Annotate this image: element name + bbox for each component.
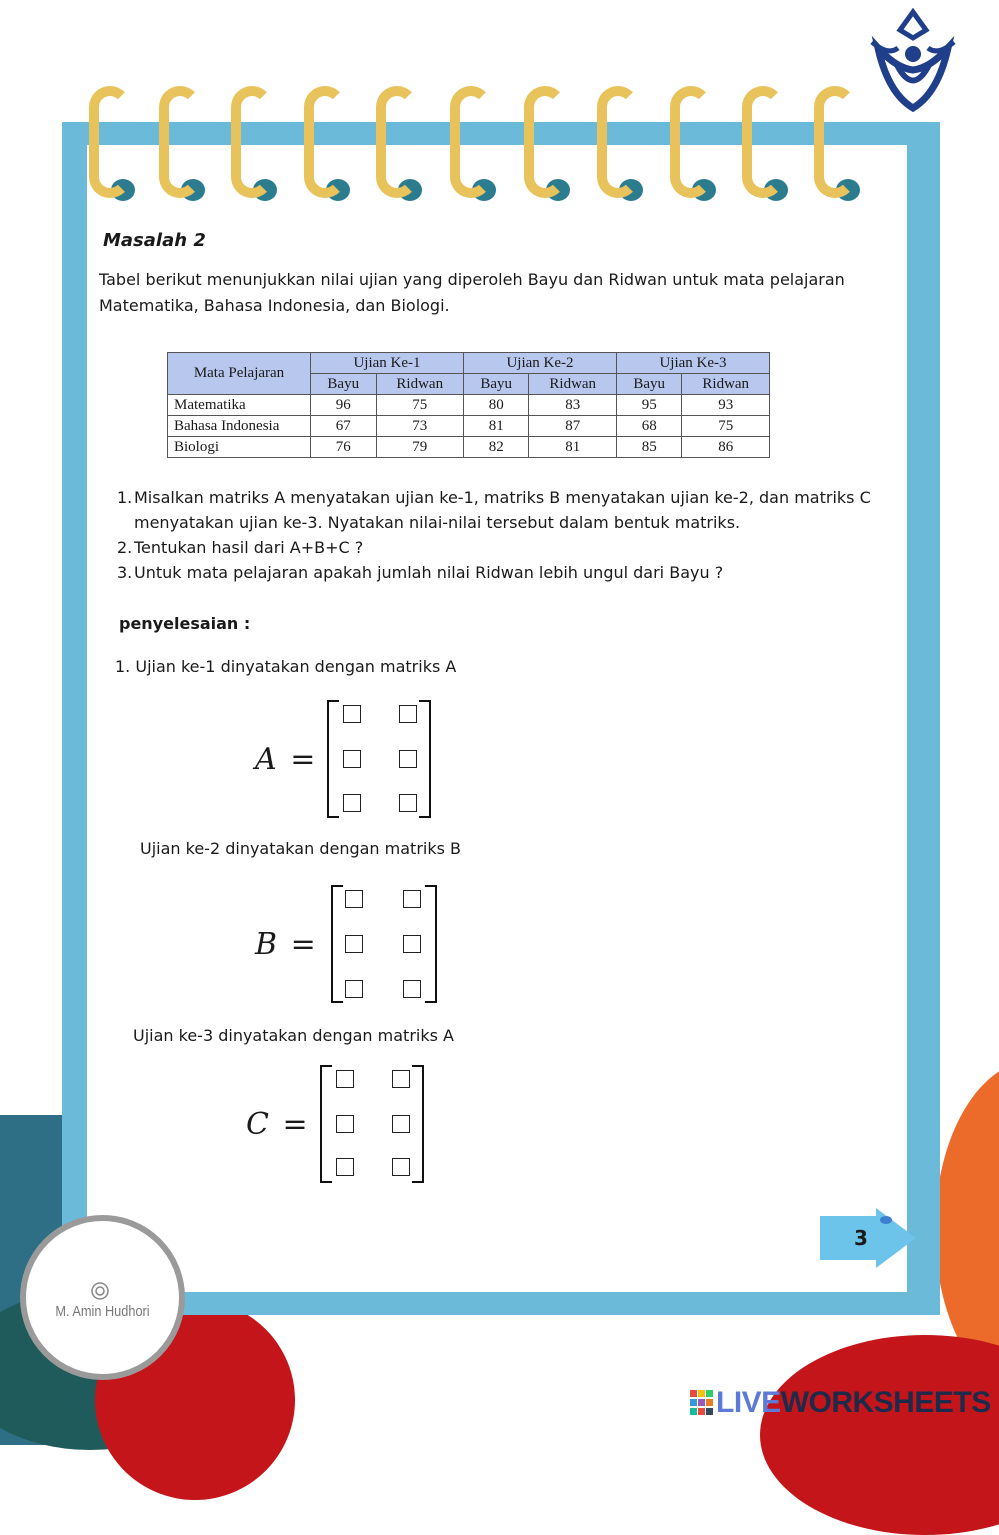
matrix-c-input[interactable] [336, 1158, 354, 1176]
table-cell: 82 [463, 437, 529, 458]
table-cell-subject: Biologi [168, 437, 311, 458]
spiral-ring-icon [155, 80, 215, 215]
ring-loop [597, 86, 639, 198]
question-number: 3. [117, 563, 133, 582]
question-list [117, 485, 917, 585]
table-cell: 67 [311, 416, 377, 437]
matrix-b [255, 885, 555, 1015]
table-cell: 95 [616, 395, 682, 416]
spiral-ring-icon [520, 80, 580, 215]
ring-loop [89, 86, 131, 198]
matrix-b-input[interactable] [403, 980, 421, 998]
question-text: Tentukan hasil dari A+B+C ? [134, 538, 364, 557]
matrix-a-input[interactable] [343, 750, 361, 768]
matrix-c-input[interactable] [336, 1115, 354, 1133]
question-item [117, 485, 917, 535]
matrix-bracket-left [320, 1065, 332, 1183]
table-cell: 83 [529, 395, 616, 416]
table-cell: 76 [311, 437, 377, 458]
matrix-a-input[interactable] [343, 794, 361, 812]
table-cell: 87 [529, 416, 616, 437]
matrix-bracket-right [425, 885, 437, 1003]
matrix-bracket-left [331, 885, 343, 1003]
table-cell: 96 [311, 395, 377, 416]
ring-loop [742, 86, 784, 198]
problem-intro: Tabel berikut menunjukkan nilai ujian yang diperoleh Bayu dan Ridwan untuk mata pelajaran Matematika, Bahasa Indonesia, dan Biologi. [99, 270, 845, 315]
matrix-b-input[interactable] [345, 980, 363, 998]
question-item [117, 560, 917, 585]
solution-heading: penyelesaian : [119, 614, 251, 633]
table-header-student: Ridwan [529, 374, 616, 395]
matrix-b-input[interactable] [403, 890, 421, 908]
matrix-a-label: A = [255, 742, 316, 777]
matrix-a-input[interactable] [399, 705, 417, 723]
scores-table [167, 352, 770, 458]
question-number: 2. [117, 538, 133, 557]
table-header-exam-1: Ujian Ke-1 [311, 353, 464, 374]
solution-line-c: Ujian ke-3 dinyatakan dengan matriks A [133, 1026, 454, 1045]
matrix-b-input[interactable] [345, 890, 363, 908]
table-header-student: Ridwan [376, 374, 463, 395]
table-cell: 81 [463, 416, 529, 437]
matrix-a [255, 700, 555, 830]
solution-line-a: 1. Ujian ke-1 dinyatakan dengan matriks A [115, 657, 457, 676]
table-cell: 68 [616, 416, 682, 437]
matrix-c-label: C = [246, 1107, 308, 1142]
stamp-emblem-icon [90, 1281, 110, 1301]
ring-loop [524, 86, 566, 198]
spiral-ring-icon [446, 80, 506, 215]
table-header-exam-2: Ujian Ke-2 [463, 353, 616, 374]
table-cell-subject: Bahasa Indonesia [168, 416, 311, 437]
table-row [168, 437, 770, 458]
table-row [168, 395, 770, 416]
table-cell: 93 [682, 395, 770, 416]
ring-loop [814, 86, 856, 198]
spiral-ring-icon [300, 80, 360, 215]
table-cell: 75 [376, 395, 463, 416]
question-number: 1. [117, 488, 133, 507]
matrix-c-input[interactable] [336, 1070, 354, 1088]
table-cell: 81 [529, 437, 616, 458]
ring-loop [231, 86, 273, 198]
ring-loop [376, 86, 418, 198]
page-number: 3 [854, 1226, 868, 1250]
decor-red-circle-right [760, 1335, 999, 1535]
spiral-ring-icon [738, 80, 798, 215]
spiral-ring-icon [810, 80, 870, 215]
table-cell: 85 [616, 437, 682, 458]
spiral-ring-icon [85, 80, 145, 215]
question-item [117, 535, 917, 560]
table-cell: 79 [376, 437, 463, 458]
ring-loop [159, 86, 201, 198]
question-text: Misalkan matriks A menyatakan ujian ke-1, matriks B menyatakan ujian ke-2, dan matriks C menyatakan ujian ke-3. Nyatakan nilai-nilai tersebut dalam bentuk matriks. [134, 488, 871, 532]
ring-loop [670, 86, 712, 198]
matrix-b-input[interactable] [403, 935, 421, 953]
watermark: LIVEWORKSHEETS [716, 1386, 991, 1419]
table-header-student: Bayu [463, 374, 529, 395]
solution-line-b: Ujian ke-2 dinyatakan dengan matriks B [140, 839, 461, 858]
table-cell: 80 [463, 395, 529, 416]
institution-logo-icon [868, 8, 958, 118]
table-header-student: Bayu [616, 374, 682, 395]
matrix-a-input[interactable] [399, 750, 417, 768]
matrix-bracket-right [412, 1065, 424, 1183]
spiral-ring-icon [227, 80, 287, 215]
table-cell: 75 [682, 416, 770, 437]
question-text: Untuk mata pelajaran apakah jumlah nilai Ridwan lebih ungul dari Bayu ? [134, 563, 724, 582]
ring-loop [450, 86, 492, 198]
problem-title: Masalah 2 [103, 230, 206, 251]
matrix-bracket-left [327, 700, 339, 818]
spiral-ring-icon [372, 80, 432, 215]
spiral-ring-icon [593, 80, 653, 215]
matrix-c-input[interactable] [392, 1158, 410, 1176]
matrix-a-input[interactable] [343, 705, 361, 723]
table-header-subject: Mata Pelajaran [168, 353, 311, 395]
table-header-student: Ridwan [682, 374, 770, 395]
spiral-ring-icon [666, 80, 726, 215]
table-cell: 73 [376, 416, 463, 437]
table-cell: 86 [682, 437, 770, 458]
author-name: M. Amin Hudhori [55, 1303, 150, 1320]
ring-loop [304, 86, 346, 198]
matrix-c-input[interactable] [392, 1070, 410, 1088]
matrix-c [246, 1065, 546, 1195]
matrix-c-input[interactable] [392, 1115, 410, 1133]
table-header-student: Bayu [311, 374, 377, 395]
matrix-b-label: B = [255, 927, 316, 962]
matrix-bracket-right [419, 700, 431, 818]
table-cell-subject: Matematika [168, 395, 311, 416]
matrix-a-input[interactable] [399, 794, 417, 812]
table-row [168, 416, 770, 437]
table-header-exam-3: Ujian Ke-3 [616, 353, 769, 374]
liveworksheets-logo-icon [690, 1390, 714, 1416]
matrix-b-input[interactable] [345, 935, 363, 953]
